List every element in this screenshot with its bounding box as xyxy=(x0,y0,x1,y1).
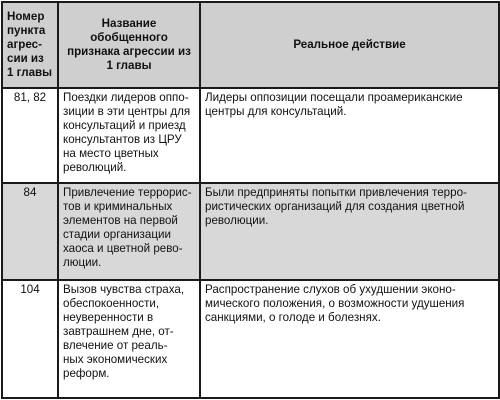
row-action-cell: Распространение слухов об ухудшении эконо- мического положения, о возможности удушения санкциями, о голоде и болезнях. xyxy=(200,280,499,398)
table-header-row xyxy=(2,2,499,88)
row-feature-cell: Поездки лидеров оппо- зиции в эти центры для консультаций и приезд консультантов из ЦРУ на место цветных революций. xyxy=(58,88,200,183)
row-number-cell: 104 xyxy=(2,280,58,398)
row-number-cell: 84 xyxy=(2,183,58,280)
aggression-table xyxy=(1,1,500,399)
header-number: Номер пункта агрес- сии из 1 главы xyxy=(2,2,58,88)
table-row xyxy=(2,183,499,280)
header-feature: Название обобщенного признака агрессии из 1 главы xyxy=(58,2,200,88)
row-action-cell: Лидеры оппозиции посещали проамериканские центры для консультаций. xyxy=(200,88,499,183)
row-feature-cell: Вызов чувства страха, обеспокоенности, неуверенности в завтрашнем дне, от- влечение от реаль- ных экономических реформ. xyxy=(58,280,200,398)
table-row xyxy=(2,280,499,398)
row-number-cell: 81, 82 xyxy=(2,88,58,183)
row-feature-cell: Привлечение террорис- тов и криминальных элементов на первой стадии организации хаоса и цветной рево- люции. xyxy=(58,183,200,280)
header-action: Реальное действие xyxy=(200,2,499,88)
row-action-cell: Были предприняты попытки привлечения терро- ристических организаций для создания цветной революции. xyxy=(200,183,499,280)
table-row xyxy=(2,88,499,183)
